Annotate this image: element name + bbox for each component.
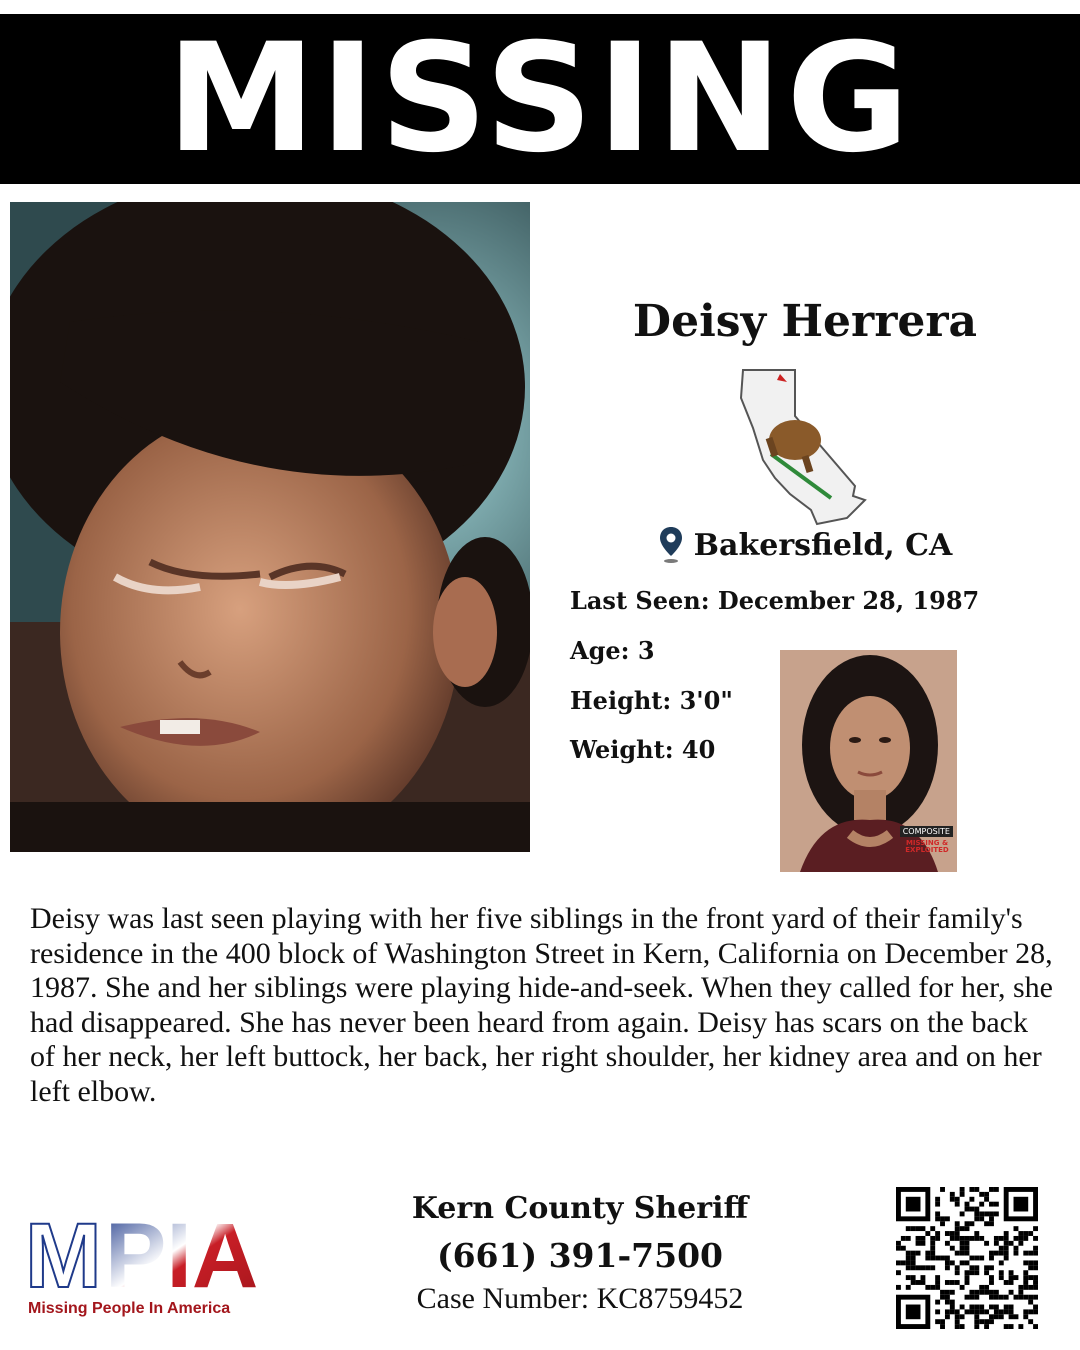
last-seen-label: Last Seen: — [570, 586, 710, 615]
child-photo — [10, 202, 530, 852]
banner-title: MISSING — [166, 12, 914, 186]
composite-tag: COMPOSITE — [900, 826, 953, 837]
missing-banner — [0, 14, 1080, 184]
person-name: Deisy Herrera — [632, 296, 978, 347]
age-row — [570, 636, 655, 665]
height-label: Height: — [570, 686, 672, 715]
case-description: Deisy was last seen playing with her five siblings in the front yard of their family's residence in the 400 block of Washington Street in Kern, California on December 28, 1987. She and her siblings were playing hide-and-seek. When they called for her, she had disappeared. She has never been heard from again. Deisy has scars on the back of her neck, her left buttock, her back, her right shoulder, her kidney area and on her left elbow. — [30, 902, 1053, 1108]
weight-value: 40 — [681, 735, 716, 764]
weight-label: Weight: — [570, 735, 674, 764]
age-progression-photo — [780, 650, 957, 872]
last-seen-value: December 28, 1987 — [717, 586, 980, 615]
height-value: 3'0" — [679, 686, 733, 715]
age-value: 3 — [637, 636, 655, 665]
case-value: KC8759452 — [596, 1282, 744, 1315]
location — [570, 526, 1040, 564]
contact-block — [380, 1186, 780, 1318]
location-text: Bakersfield, CA — [693, 527, 953, 563]
phone-number[interactable]: (661) 391-7500 — [436, 1236, 724, 1275]
last-seen-row — [570, 586, 979, 615]
case-label: Case Number: — [416, 1282, 590, 1315]
case-number — [380, 1280, 780, 1318]
weight-row — [570, 735, 715, 764]
svg-text:M: M — [25, 1205, 102, 1300]
height-row — [570, 686, 733, 715]
map-pin-icon — [658, 526, 684, 564]
california-flag-map-icon — [735, 368, 880, 528]
logo-caption: Missing People In America — [28, 1300, 231, 1317]
composite-org-label: MISSING & EXPLOITED — [905, 839, 949, 855]
qr-code-icon[interactable] — [896, 1187, 1038, 1329]
svg-text:PIA: PIA — [105, 1205, 259, 1300]
agency-name: Kern County Sheriff — [411, 1191, 749, 1226]
age-label: Age: — [570, 636, 630, 665]
